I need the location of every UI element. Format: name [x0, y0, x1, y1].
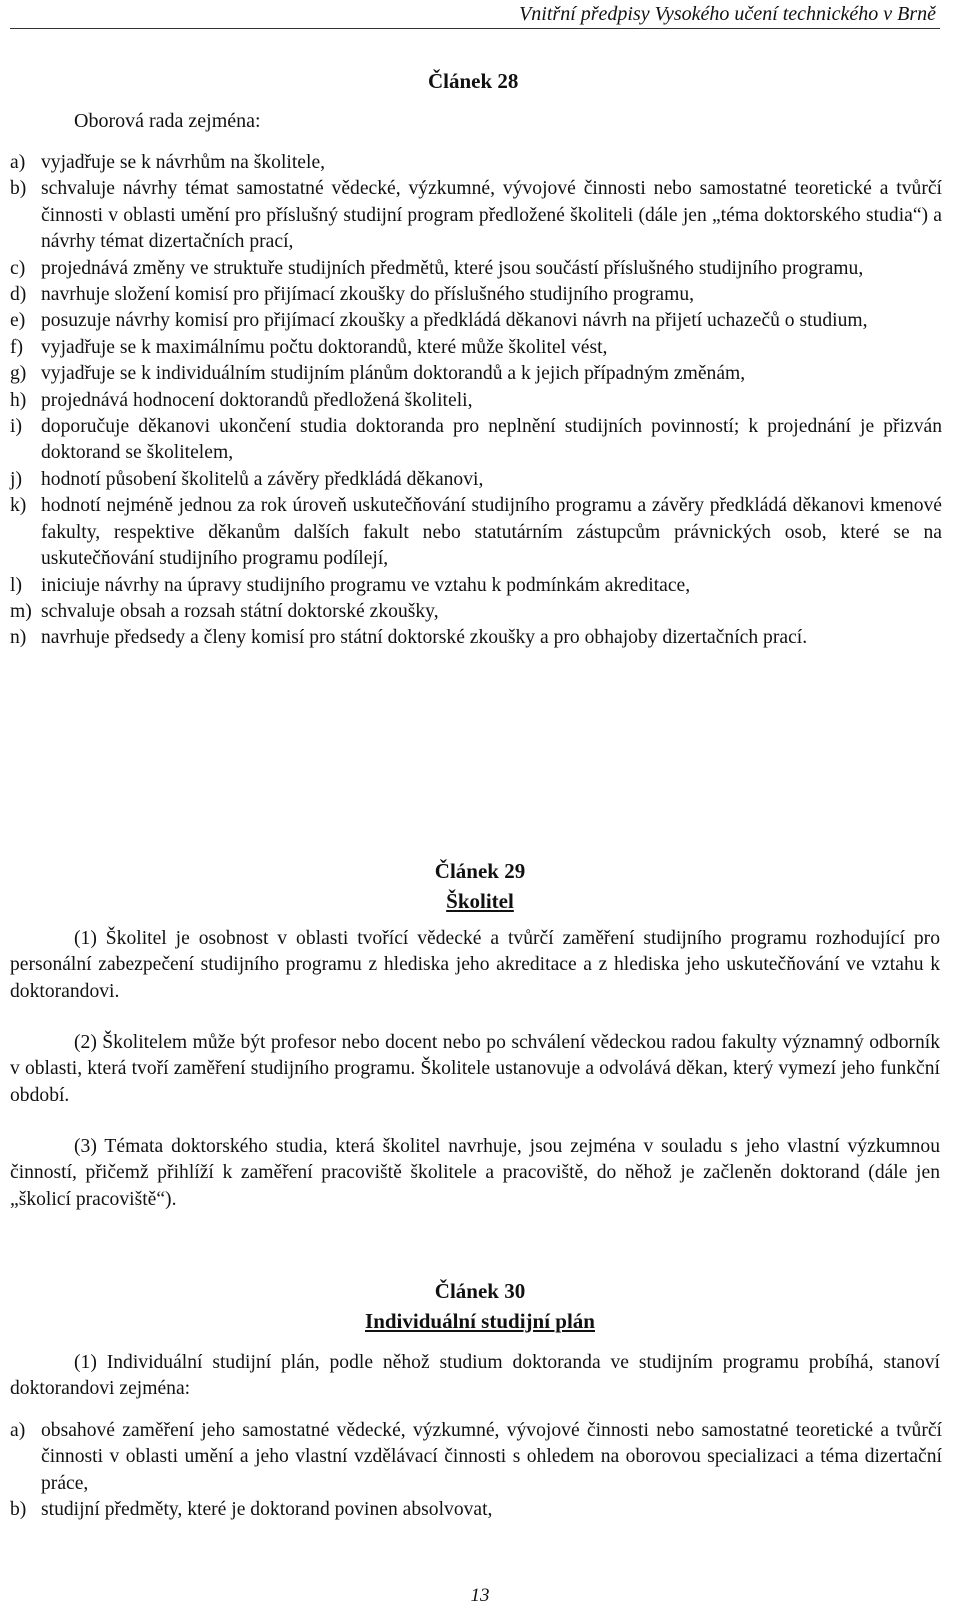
item-text: posuzuje návrhy komisí pro přijímací zkoušky a předkládá děkanovi návrh na přijetí uchazečů o studium, — [41, 310, 868, 332]
list-item — [10, 467, 942, 493]
item-label: a) — [10, 152, 26, 173]
item-text: studijní předměty, které je doktorand povinen absolvovat, — [41, 1499, 493, 1521]
article-28-intro: Oborová rada zejména: — [74, 110, 261, 132]
article-30-subtitle: Individuální studijní plán — [365, 1309, 595, 1333]
item-text: schvaluje obsah a rozsah státní doktorské zkoušky, — [41, 600, 439, 622]
article-29-paragraph-3: (3) Témata doktorského studia, která školitel navrhuje, jsou zejména v souladu s jeho vlastní výzkumnou činností, přičemž přihlíží k zaměření pracoviště školitele a pracoviště, do něhož je začleněn doktorand (dále jen „školicí pracoviště“). — [10, 1136, 940, 1210]
page-number: 13 — [470, 1585, 490, 1606]
list-item — [10, 256, 942, 282]
article-29-heading — [0, 856, 960, 916]
list-item — [10, 493, 942, 572]
item-label: i) — [10, 416, 22, 438]
item-label: l) — [10, 574, 22, 596]
list-item — [10, 388, 942, 414]
item-label: h) — [10, 389, 27, 411]
item-label: g) — [10, 363, 27, 385]
item-text: hodnotí nejméně jednou za rok úroveň uskutečňování studijního programu a závěry předkládá děkanovi kmenové fakulty, respektive děkanům dalších fakult nebo statutárním zástupcům právnických osob, které se na uskutečňování studijního programu podílejí, — [41, 495, 942, 570]
list-item — [10, 335, 942, 361]
item-label: d) — [10, 284, 27, 306]
article-30-list — [10, 1418, 942, 1524]
running-header: Vnitřní předpisy Vysokého učení technického v Brně — [519, 3, 936, 25]
item-text: navrhuje složení komisí pro přijímací zkoušky do příslušného studijního programu, — [41, 284, 695, 306]
item-text: vyjadřuje se k maximálnímu počtu doktorandů, které může školitel vést, — [41, 336, 608, 358]
item-label: b) — [10, 1499, 27, 1521]
list-item — [10, 1418, 942, 1497]
item-label: k) — [10, 495, 27, 517]
item-text: projednává změny ve struktuře studijních předmětů, které jsou součástí příslušného studijního programu, — [41, 257, 864, 279]
item-label: n) — [10, 627, 27, 649]
item-label: m) — [10, 600, 32, 622]
list-item — [10, 282, 942, 308]
item-text: vyjadřuje se k návrhům na školitele, — [41, 152, 326, 173]
item-text: projednává hodnocení doktorandů předložená školiteli, — [41, 389, 473, 411]
article-30-heading — [0, 1276, 960, 1336]
article-30-paragraph-1: (1) Individuální studijní plán, podle něhož studium doktoranda ve studijním programu probíhá, stanoví doktorandovi zejména: — [10, 1352, 940, 1400]
list-item — [10, 150, 942, 176]
list-item — [10, 573, 942, 599]
list-item — [10, 414, 942, 467]
item-text: hodnotí působení školitelů a závěry předkládá děkanovi, — [41, 468, 484, 490]
item-label: e) — [10, 310, 26, 332]
item-label: c) — [10, 257, 26, 279]
header-rule — [10, 28, 940, 29]
item-text: iniciuje návrhy na úpravy studijního programu ve vztahu k podmínkám akreditace, — [41, 574, 691, 596]
item-text: vyjadřuje se k individuálním studijním plánům doktorandů a k jejich případným změnám, — [41, 363, 746, 385]
list-item — [10, 625, 942, 651]
item-text: schvaluje návrhy témat samostatné vědecké, výzkumné, vývojové činnosti nebo samostatné teoretické a tvůrčí činnosti v oblasti umění pro příslušný studijní program předložené školiteli (dále jen „téma doktorského studia“) a návrhy témat dizertačních prací, — [41, 178, 942, 253]
article-28-title: Článek 28 — [428, 69, 519, 93]
item-text: doporučuje děkanovi ukončení studia doktoranda pro neplnění studijních povinností; k projednání je přizván doktorand se školitelem, — [41, 416, 942, 464]
item-label: a) — [10, 1420, 26, 1441]
item-label: j) — [10, 468, 22, 490]
article-29-title: Článek 29 — [434, 859, 526, 883]
list-item — [10, 1497, 942, 1523]
item-label: f) — [10, 336, 24, 358]
article-29-paragraph-1: (1) Školitel je osobnost v oblasti tvořící vědecké a tvůrčí zaměření studijního programu rozhodující pro personální zabezpečení studijního programu z hlediska jeho akreditace a z hlediska jeho uskutečňování ve vztahu k doktorandovi. — [10, 928, 940, 1002]
article-29-subtitle: Školitel — [446, 889, 514, 913]
list-item — [10, 308, 942, 334]
list-item — [10, 599, 942, 625]
list-item — [10, 176, 942, 255]
item-label: b) — [10, 178, 27, 200]
item-text: navrhuje předsedy a členy komisí pro státní doktorské zkoušky a pro obhajoby dizertačních prací. — [41, 627, 808, 649]
list-item — [10, 361, 942, 387]
article-28-list — [10, 150, 942, 652]
item-text: obsahové zaměření jeho samostatné vědecké, výzkumné, vývojové činnosti nebo samostatné teoretické a tvůrčí činnosti v oblasti umění a jeho vlastní vzdělávací činnosti s ohledem na oborovou specializaci a téma dizertační práce, — [41, 1420, 942, 1494]
article-30-title: Článek 30 — [434, 1279, 526, 1303]
article-29-paragraph-2: (2) Školitelem může být profesor nebo docent nebo po schválení vědeckou radou fakulty významný odborník v oblasti, která tvoří zaměření studijního programu. Školitele ustanovuje a odvolává děkan, který vymezí jeho funkční období. — [10, 1032, 940, 1106]
